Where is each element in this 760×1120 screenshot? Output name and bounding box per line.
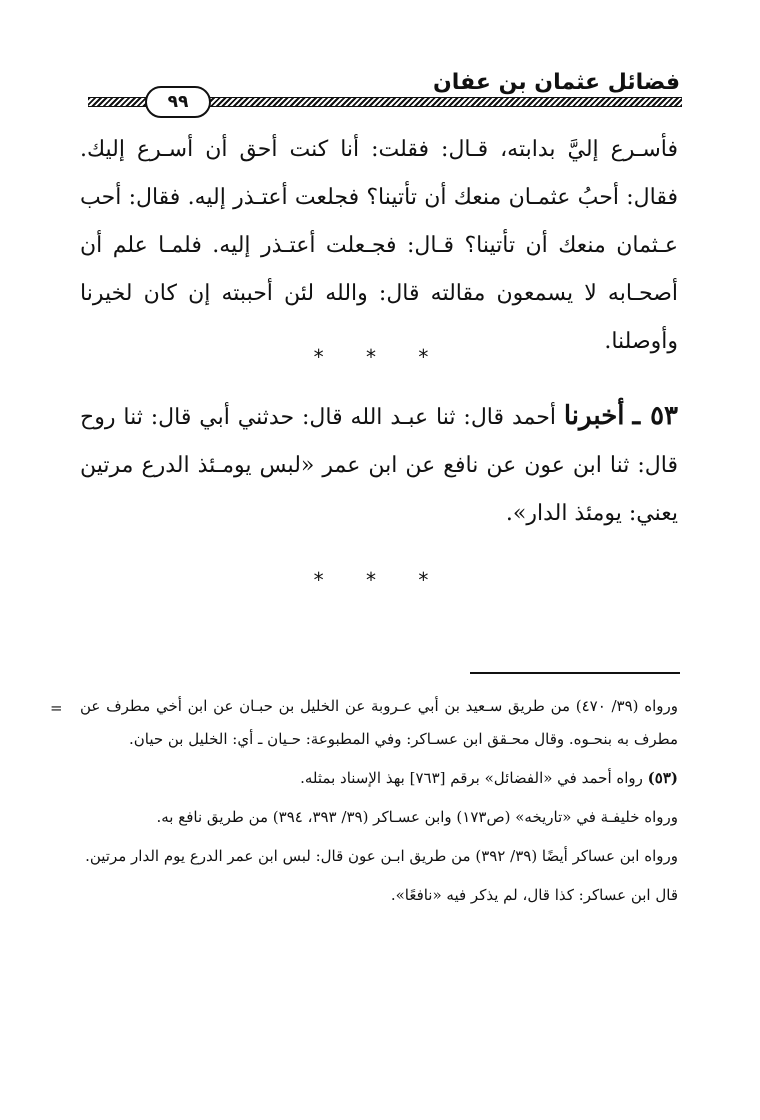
entry-number: ٥٣ ـ [632, 401, 679, 431]
footnote-line: ورواه ابن عساكر أيضًا (٣٩/ ٣٩٢) من طريق ابـن عون قال: لبس ابن عمر الدرع يوم الدار مرتين. [85, 847, 678, 865]
footnote-53 [80, 762, 678, 795]
entry-text: أحمد قال: ثنا عبـد الله قال: حدثني أبي قال: ثنا روح قال: ثنا ابن عون عن نافع عن ابن عمر «لبس يومـئذ الدرع مرتين يعني: يومئذ الدار». [80, 405, 678, 526]
footnote-continuation [50, 690, 678, 756]
footnote-text: رواه أحمد في «الفضائل» برقم [٧٦٣] بهذ الإسناد بمثله. [300, 769, 648, 787]
continuation-mark: = [50, 699, 63, 717]
section-separator-2: * * * [313, 568, 447, 592]
main-paragraph-1: فأسـرع إليَّ بدابته، قـال: فقلت: أنا كنت أحق أن أسـرع إليك. فقال: أحبُ عثمـان منعك أن تأتينا؟ فجلعت أعتـذر إليه. فقال: أحب عـثمان منعك أن تأتينا؟ قـال: فجـعلت أعتـذر إليه. فلمـا علم أن أصحـابه لا يسمعون مقالته قال: والله لئن أحببته إن كان لخيرنا وأوصلنا. [80, 137, 678, 354]
footnote-divider [470, 672, 680, 674]
entry-keyword: أخبرنا [563, 401, 625, 431]
footnotes-block [50, 690, 678, 918]
running-header-title: فضائل عثمان بن عفان [433, 70, 680, 95]
footnote-number: (٥٣) [647, 769, 678, 787]
footnote-text: ورواه (٣٩/ ٤٧٠) من طريق سـعيد بن أبي عـروبة عن الخليل بن حبـان عن ابن أخي مطرف عن مطرف به بنحـوه. وقال محـقق ابن عسـاكر: وفي المطبوعة: حـيان ـ أي: الخليل بن حيان. [80, 697, 678, 748]
footnote-line: ورواه خليفـة في «تاريخه» (ص١٧٣) وابن عسـاكر (٣٩/ ٣٩٣، ٣٩٤) من طريق نافع به. [156, 808, 678, 826]
footnote-line: قال ابن عساكر: كذا قال، لم يذكر فيه «نافعًا». [390, 886, 678, 904]
section-separator: * * * [313, 345, 447, 369]
hadith-entry-53 [80, 392, 678, 538]
page-number: ٩٩ [145, 86, 211, 118]
